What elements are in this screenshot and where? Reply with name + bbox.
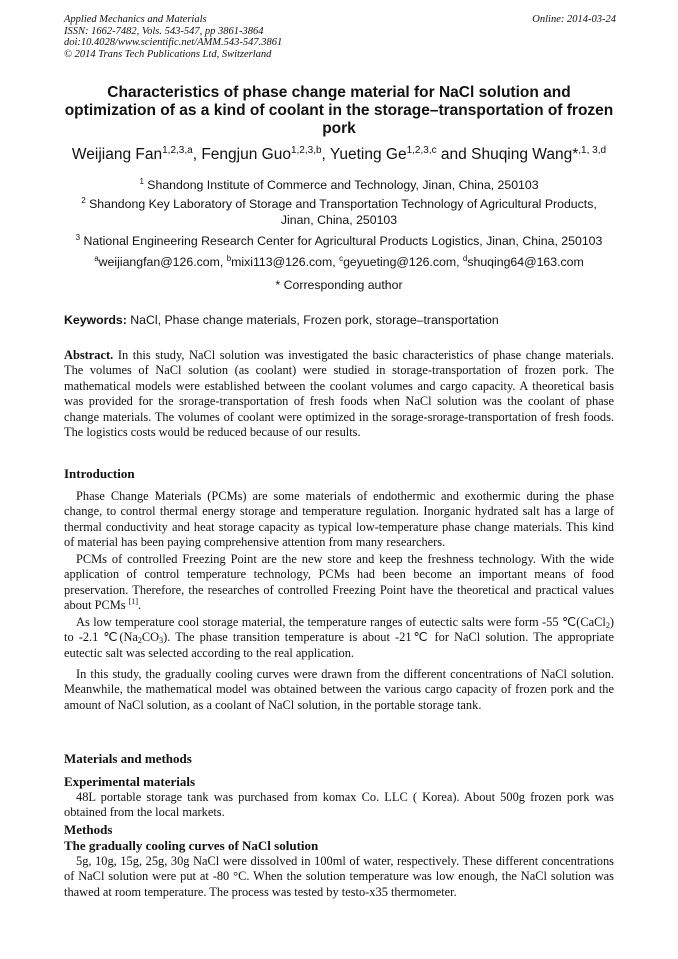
subscript: 2: [605, 621, 610, 630]
affiliation-3: [64, 233, 614, 249]
corresponding-star: *: [572, 146, 579, 163]
abstract-label: Abstract.: [64, 348, 114, 362]
email-address: mixi113@126.com,: [231, 255, 340, 269]
keywords-text: NaCl, Phase change materials, Frozen pork, storage–transportation: [126, 313, 499, 327]
affiliation-number: 1: [139, 177, 144, 186]
email-address: weijiangfan@126.com,: [98, 255, 227, 269]
paragraph-text: CO: [141, 630, 160, 645]
affiliation-number: 2: [81, 196, 86, 205]
subsection-heading: Methods: [64, 822, 113, 837]
subscript: 3: [159, 636, 164, 646]
paragraph-text: ). The phase transition temperature is about -21℃ for NaCl solution. The appropriate eutectic salt was selected according to the real application.: [64, 630, 614, 660]
issn-line: ISSN: 1662-7482, Vols. 543-547, pp 3861-3864: [64, 25, 264, 37]
affiliation-2: [64, 196, 614, 228]
email-marker: b: [226, 254, 232, 263]
affiliation-number: 3: [75, 233, 81, 242]
paragraph: 5g, 10g, 15g, 25g, 30g NaCl were dissolved in 100ml of water, respectively. These different concentrations of NaCl solution were put at -80 °C. When the solution temperature was low enough, the NaCl solution was thawed at room temperature. The process was tested by testo-x35 thermometer.: [64, 854, 614, 899]
copyright-line: © 2014 Trans Tech Publications Ltd, Switzerland: [64, 48, 272, 60]
section-heading: Introduction: [64, 466, 135, 481]
author-name: Fengjun Guo: [201, 146, 291, 163]
paragraph: [64, 552, 614, 614]
keywords-label: Keywords:: [64, 313, 127, 327]
email-marker: c: [339, 254, 344, 263]
citation: [1]: [128, 597, 139, 607]
abstract-text: In this study, NaCl solution was investigated the basic characteristics of phase change materials. The volumes of NaCl solution (as coolant) were studied in storage-transportation of frozen pork. The mathematical models were established between the coolant volumes and cargo capacity. A theoretical basis was provided for the srorage-transportation of fresh foods when NaCl solution was the coolant of phase change materials. The volumes of coolant were optimized in the sorage-srorage-transportation of fresh foods. The logistics costs would be reduced because of our results.: [64, 348, 614, 440]
section-heading: Materials and methods: [64, 751, 192, 766]
author-name: Shuqing Wang: [471, 146, 573, 163]
affiliation-text: National Engineering Research Center for Agricultural Products Logistics, Jinan, China, 250103: [80, 234, 603, 248]
subscript: 2: [137, 636, 142, 646]
email-marker: a: [94, 254, 99, 263]
paragraph: Phase Change Materials (PCMs) are some materials of endothermic and exothermic during the phase change, to control thermal energy storage and temperature regulation. Inorganic hydrated salt has a large of thermal conductivity and heat storage capacity as typical low-temperature phase change materials. This kind of material has been paying comprehensive attention from many researchers.: [64, 489, 614, 550]
author-name: Yueting Ge: [329, 146, 407, 163]
affiliation-text: Shandong Institute of Commerce and Technology, Jinan, China, 250103: [143, 178, 539, 192]
doi-line: doi:10.4028/www.scientific.net/AMM.543-547.3861: [64, 37, 283, 48]
author-list: [40, 146, 638, 164]
author-separator: ,: [192, 146, 202, 163]
paragraph-text: As low temperature cool storage material, the temperature ranges of eutectic salts were form -55 ℃(CaCl: [76, 615, 606, 629]
paragraph: In this study, the gradually cooling curves were drawn from the different concentrations of NaCl solution. Meanwhile, the mathematical model was obtained between the various cargo capacity of frozen pork and the amount of NaCl solution, as a coolant of NaCl solution, in the portable storage tank.: [64, 667, 614, 712]
paragraph-text: ) to -2.1 ℃(Na: [64, 615, 614, 645]
email-address: geyueting@126.com,: [343, 255, 463, 269]
paragraph-text: PCMs of controlled Freezing Point are the new store and keep the freshness technology. With the wide application of control temperature technology, PCMs had been become an important means of food preservation. Therefore, the researches of controlled Freezing Point have the theoretical and practical values about PCMs: [64, 552, 614, 613]
journal-name: Applied Mechanics and Materials: [64, 14, 207, 25]
author-affiliation-marks: 1,2,3,c: [406, 145, 437, 156]
subsection-heading: The gradually cooling curves of NaCl solution: [64, 838, 319, 853]
online-date: Online: 2014-03-24: [532, 14, 616, 25]
author-name: Weijiang Fan: [71, 146, 163, 163]
email-marker: d: [462, 254, 468, 263]
running-header: [64, 14, 616, 60]
paragraph: [64, 615, 614, 661]
corresponding-author-note: * Corresponding author: [275, 278, 403, 292]
abstract: [64, 348, 614, 440]
affiliation-1: [64, 177, 614, 193]
subsection-heading: Experimental materials: [64, 774, 196, 789]
keywords: [64, 312, 616, 328]
author-affiliation-marks: 1,2,3,a: [162, 145, 193, 156]
author-separator: and: [436, 146, 472, 163]
paragraph-text: .: [138, 598, 142, 613]
author-affiliation-marks: ,1, 3,d: [578, 145, 607, 156]
email-address: shuqing64@163.com: [467, 255, 584, 269]
affiliation-text: Shandong Key Laboratory of Storage and Transportation Technology of Agricultural Products, Jinan, China, 250103: [85, 197, 597, 227]
author-affiliation-marks: 1,2,3,b: [290, 145, 322, 156]
email-line: [64, 254, 614, 270]
paper-title: Characteristics of phase change material for NaCl solution and optimization of as a kind of coolant in the storage–transportation of frozen pork: [64, 84, 614, 137]
paragraph: 48L portable storage tank was purchased from komax Co. LLC ( Korea). About 500g frozen pork was obtained from the local markets.: [64, 790, 614, 820]
author-separator: ,: [321, 146, 330, 163]
